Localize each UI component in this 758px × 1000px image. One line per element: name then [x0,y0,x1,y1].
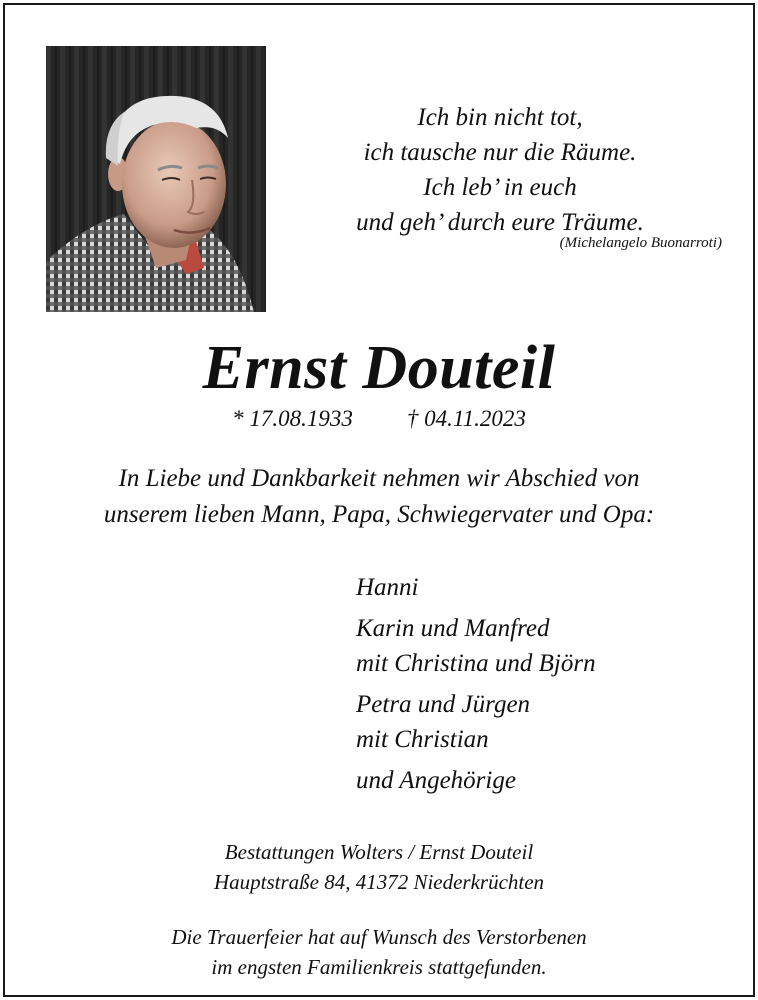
farewell-line: In Liebe und Dankbarkeit nehmen wir Abschied von [118,465,640,492]
mourner-group [356,611,596,681]
farewell-line: unserem lieben Mann, Papa, Schwiegervater und Opa: [103,501,655,528]
memorial-quote [290,100,722,251]
deceased-name: Ernst Douteil [202,334,556,402]
mourner-line: mit Christian [356,726,489,753]
portrait-photo [46,46,266,312]
mourner-line: Karin und Manfred [356,615,550,642]
mourner-line: Hanni [356,574,419,601]
quote-line: und geh’ durch eure Träume. [356,209,644,236]
undertaker-line: Bestattungen Wolters / Ernst Douteil [224,840,534,864]
mourner-line: Petra und Jürgen [356,691,531,718]
quote-line: Ich leb’ in euch [423,174,577,201]
farewell-text [0,461,758,533]
mourner-line: und Angehörige [356,767,516,794]
undertaker-address [0,837,758,897]
mourner-group [356,763,596,798]
quote-line: Ich bin nicht tot, [417,104,583,131]
funeral-note [0,922,758,982]
birth-date: * 17.08.1933 [232,406,353,431]
quote-line: ich tausche nur die Räume. [363,139,637,166]
mourner-group [356,570,596,605]
death-date: † 04.11.2023 [406,406,526,431]
mourner-line: mit Christina und Björn [356,650,596,677]
mourner-group [356,687,596,757]
note-line: im engsten Familienkreis stattgefunden. [211,955,547,979]
note-line: Die Trauerfeier hat auf Wunsch des Verstorbenen [171,925,587,949]
quote-attribution: (Michelangelo Buonarroti) [559,235,722,251]
undertaker-line: Hauptstraße 84, 41372 Niederkrüchten [213,870,545,894]
mourners-list [356,570,596,804]
life-dates [0,404,758,434]
